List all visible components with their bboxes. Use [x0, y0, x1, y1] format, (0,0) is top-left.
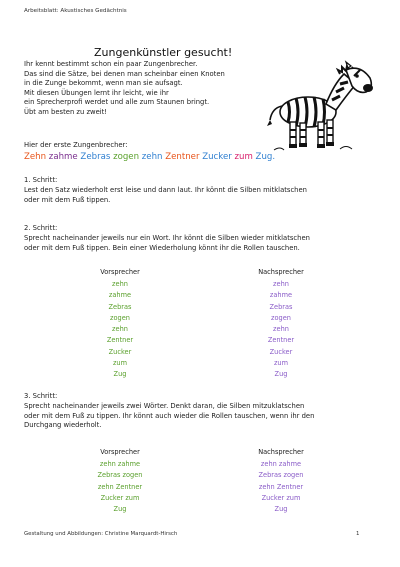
word-item: zehn Zentner	[258, 482, 304, 491]
intro-line: Übt am besten zu zweit!	[24, 107, 108, 116]
word-item: Zentner	[106, 336, 134, 345]
word-item: Zebras zogen	[258, 471, 304, 480]
twister-word: Zebras	[77, 152, 111, 162]
tongue-twister	[24, 152, 275, 162]
word-item: Zucker zum	[261, 493, 301, 502]
page-title: Zungenkünstler gesucht!	[94, 46, 233, 59]
word-item: Zebras	[108, 302, 132, 311]
word-item: zehn	[112, 325, 128, 334]
word-item: zehn zahme	[99, 460, 141, 468]
word-pair-list-left	[75, 459, 165, 515]
twister-word: zahme	[46, 152, 78, 162]
twister-word: Zug	[252, 152, 273, 162]
word-item: zehn	[112, 280, 128, 288]
worksheet-header: Arbeitsblatt: Akustisches Gedächtnis	[24, 8, 127, 14]
twister-word: .	[272, 152, 276, 162]
intro-line: in die Zunge bekommt, wenn man sie aufsagt.	[24, 79, 183, 88]
step-2	[24, 224, 310, 253]
step-line: Lest den Satz wiederholt erst leise und dann laut. Ihr könnt die Silben mitklatschen	[24, 185, 307, 194]
twister-word: zehn	[139, 152, 163, 162]
word-item: zehn	[273, 325, 289, 334]
twister-word: zogen	[110, 152, 140, 162]
zebra-illustration	[260, 58, 380, 158]
word-item: zehn Zentner	[97, 482, 143, 491]
twister-word: Zentner	[162, 152, 200, 162]
twister-word: Zucker	[199, 152, 232, 162]
word-item: zogen	[110, 313, 130, 322]
word-item: Zug	[113, 505, 127, 514]
intro-line: Mit diesen Übungen lernt ihr leicht, wie ihr	[24, 88, 169, 97]
word-item: zum	[112, 359, 128, 368]
word-item: zahme	[108, 291, 132, 300]
footer-credit: Gestaltung und Abbildungen: Christine Marquardt-Hirsch	[24, 531, 178, 537]
step-line: oder mit dem Fuß tippen. Bein einer Wiederholung könnt ihr die Rollen tauschen.	[24, 243, 300, 252]
word-list-left	[75, 279, 165, 381]
intro-text	[24, 60, 264, 118]
word-item: zogen	[271, 313, 291, 322]
word-item: Zebras	[269, 302, 293, 311]
word-item: Zucker	[269, 347, 293, 356]
twister-word: Zehn	[24, 152, 47, 162]
step-heading: 3. Schritt:	[24, 392, 58, 400]
column-header-nachsprecher: Nachsprecher	[258, 268, 304, 276]
step-1	[24, 176, 307, 205]
word-list-right	[236, 279, 326, 381]
page-number: 1	[356, 531, 360, 537]
twister-word: zum	[231, 152, 253, 162]
word-item: Zebras zogen	[97, 471, 143, 480]
word-item: Zug	[113, 370, 127, 379]
word-item: zum	[273, 359, 289, 368]
step-line: Sprecht nacheinander jeweils nur ein Wort. Ihr könnt die Silben wieder mitklatschen	[24, 233, 310, 242]
step-heading: 1. Schritt:	[24, 176, 58, 184]
word-item: Zug	[274, 370, 288, 379]
lead-text: Hier der erste Zungenbrecher:	[24, 141, 128, 149]
intro-line: Das sind die Sätze, bei denen man scheinbar einen Knoten	[24, 69, 225, 78]
step-line: Durchgang wiederholt.	[24, 421, 102, 430]
word-item: Zentner	[267, 336, 295, 345]
column-header-nachsprecher: Nachsprecher	[258, 448, 304, 456]
step-3	[24, 392, 314, 431]
step-line: oder mit dem Fuß zu tippen. Ihr könnt auch wieder die Rollen tauschen, wenn ihr den	[24, 411, 315, 420]
word-pair-list-right	[236, 459, 326, 515]
word-item: zahme	[269, 291, 293, 300]
intro-line: Ihr kennt bestimmt schon ein paar Zungenbrecher.	[24, 60, 198, 68]
word-item: zehn zahme	[260, 460, 302, 468]
column-header-vorsprecher: Vorsprecher	[100, 448, 140, 456]
column-header-vorsprecher: Vorsprecher	[100, 268, 140, 276]
step-line: Sprecht nacheinander jeweils zwei Wörter. Denkt daran, die Silben mitzuklatschen	[24, 401, 305, 410]
word-item: Zug	[274, 505, 288, 514]
word-item: Zucker zum	[100, 493, 140, 502]
word-item: Zucker	[108, 347, 132, 356]
word-item: zehn	[273, 280, 289, 288]
step-line: oder mit dem Fuß tippen.	[24, 195, 111, 204]
step-heading: 2. Schritt:	[24, 224, 58, 232]
intro-line: ein Sprecherprofi werdet und alle zum Staunen bringt.	[24, 98, 210, 107]
